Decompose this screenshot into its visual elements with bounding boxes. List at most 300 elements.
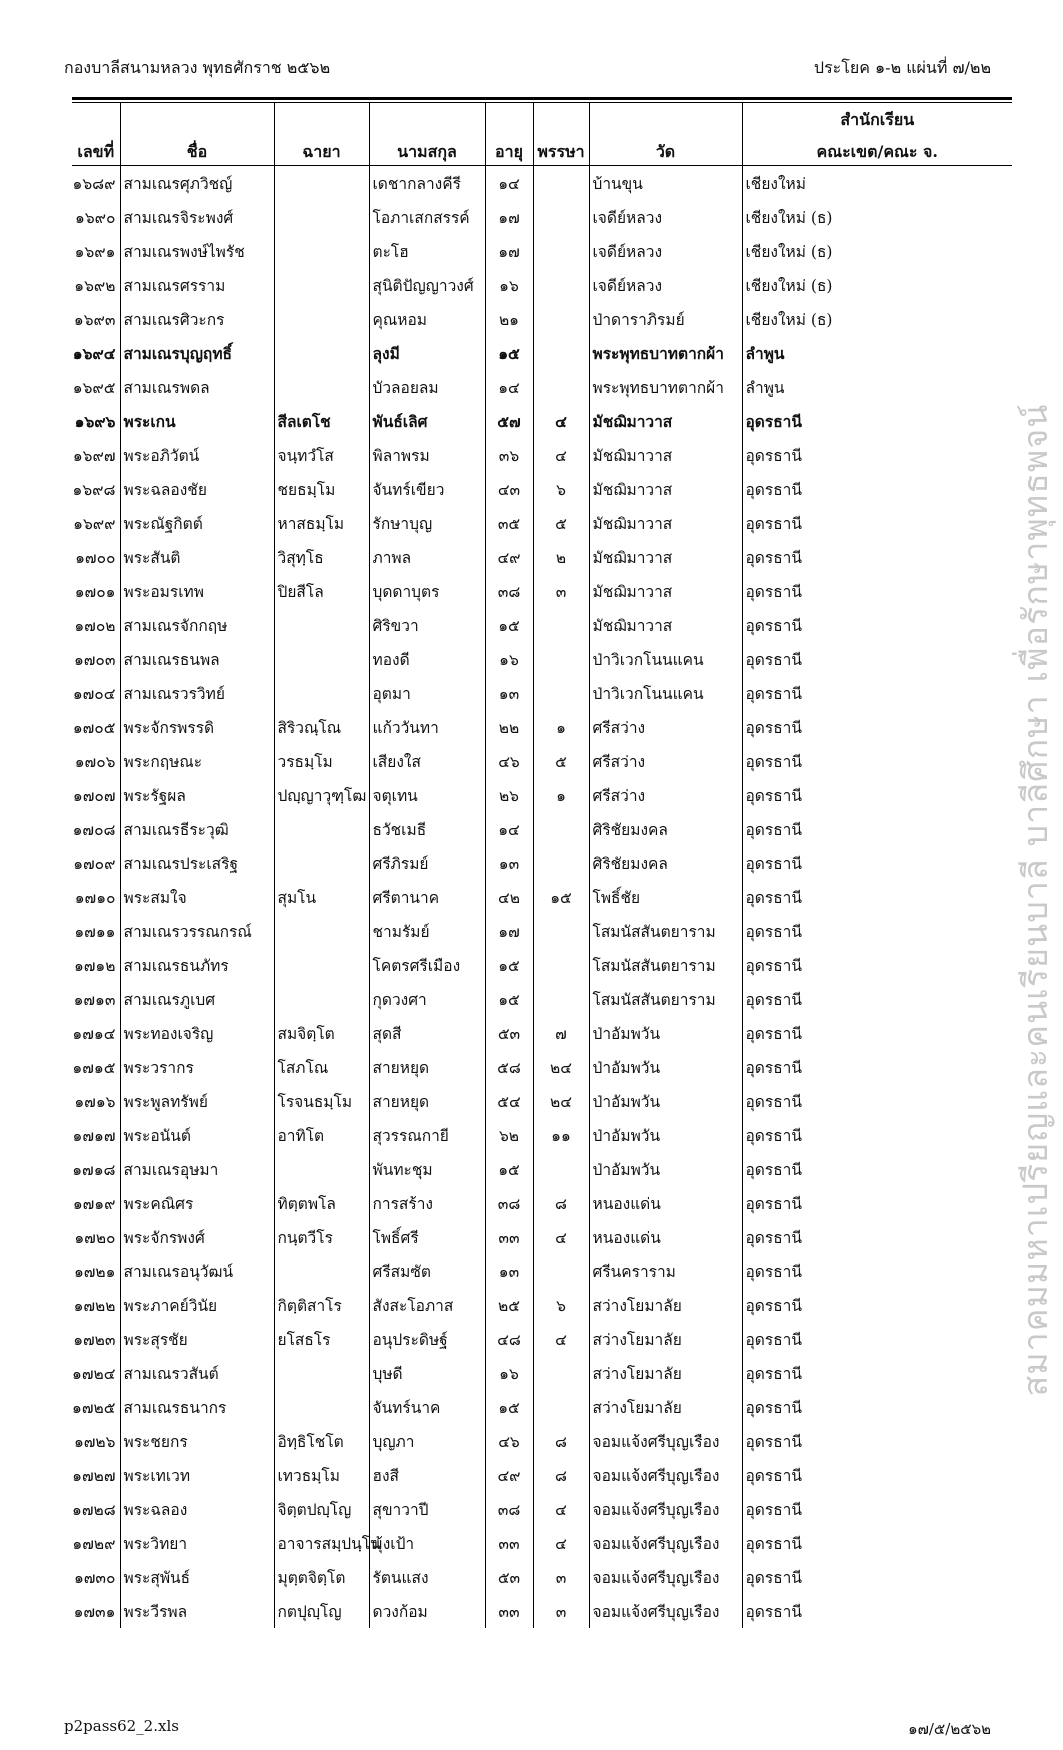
cell-surname: การสร้าง xyxy=(369,1186,485,1220)
cell-name: สามเณรธนพล xyxy=(120,642,274,676)
cell-wat: จอมแจ้งศรีบุญเรือง xyxy=(589,1424,742,1458)
cell-number: ๑๗๐๙ xyxy=(73,854,116,873)
cell-wat: ศิริชัยมงคล xyxy=(589,846,742,880)
cell-surname: ศิริขวา xyxy=(369,608,485,642)
cell-age: ๑๕ xyxy=(485,608,533,642)
cell-pansa: ๗ xyxy=(533,1016,589,1050)
cell-pansa xyxy=(533,1390,589,1424)
cell-chaya xyxy=(274,1254,369,1288)
cell-chaya: ยโสธโร xyxy=(274,1322,369,1356)
cell-number: ๑๗๒๘ xyxy=(72,1500,116,1519)
cell-surname: ชามรัมย์ xyxy=(369,914,485,948)
cell-pansa: ๓ xyxy=(533,1560,589,1594)
cell-name: พระอภิวัตน์ xyxy=(120,438,274,472)
cell-school: อุดรธานี xyxy=(742,880,1012,914)
cell-age: ๑๗ xyxy=(485,234,533,268)
cell-age: ๕๔ xyxy=(485,1084,533,1118)
cell-pansa xyxy=(533,234,589,268)
cell-wat: จอมแจ้งศรีบุญเรือง xyxy=(589,1492,742,1526)
cell-school: อุดรธานี xyxy=(742,1458,1012,1492)
cell-chaya xyxy=(274,642,369,676)
cell-wat: ป่าวิเวกโนนแคน xyxy=(589,642,742,676)
cell-number: ๑๗๓๐ xyxy=(73,1568,116,1587)
cell-age: ๑๗ xyxy=(485,914,533,948)
cell-school: อุดรธานี xyxy=(742,744,1012,778)
cell-surname: บุญภา xyxy=(369,1424,485,1458)
cell-surname: โคตรศรีเมือง xyxy=(369,948,485,982)
cell-age: ๔๖ xyxy=(485,1424,533,1458)
cell-pansa xyxy=(533,914,589,948)
cell-wat: หนองแด่น xyxy=(589,1186,742,1220)
cell-chaya xyxy=(274,914,369,948)
cell-pansa: ๑๑ xyxy=(533,1118,589,1152)
cell-age: ๒๖ xyxy=(485,778,533,812)
cell-number: ๑๗๒๓ xyxy=(73,1330,116,1349)
table-row xyxy=(72,608,1012,642)
cell-chaya: ทิตฺตพโล xyxy=(274,1186,369,1220)
table-row xyxy=(72,540,1012,574)
cell-number: ๑๗๒๔ xyxy=(72,1364,116,1383)
footer-filename: p2pass62_2.xls xyxy=(64,1717,179,1735)
cell-name: พระสันติ xyxy=(120,540,274,574)
cell-school: อุดรธานี xyxy=(742,642,1012,676)
cell-age: ๕๓ xyxy=(485,1560,533,1594)
cell-number: ๑๗๐๗ xyxy=(72,786,116,805)
cell-age: ๓๘ xyxy=(485,1492,533,1526)
cell-surname: อนุประดิษฐ์ xyxy=(369,1322,485,1356)
table-row xyxy=(72,506,1012,540)
cell-number: ๑๗๐๒ xyxy=(74,616,116,635)
cell-age: ๔๒ xyxy=(485,880,533,914)
cell-wat: โสมนัสสันตยาราม xyxy=(589,948,742,982)
cell-surname: ทองดี xyxy=(369,642,485,676)
cell-name: พระอนันต์ xyxy=(120,1118,274,1152)
cell-age: ๔๙ xyxy=(485,540,533,574)
cell-pansa xyxy=(533,1356,589,1390)
cell-pansa xyxy=(533,1254,589,1288)
cell-name: พระฉลองชัย xyxy=(120,472,274,506)
cell-wat: ป่าอัมพวัน xyxy=(589,1118,742,1152)
cell-school: อุดรธานี xyxy=(742,1016,1012,1050)
cell-age: ๑๓ xyxy=(485,1254,533,1288)
cell-school: อุดรธานี xyxy=(742,1390,1012,1424)
cell-school: อุดรธานี xyxy=(742,404,1012,438)
cell-school: อุดรธานี xyxy=(742,1492,1012,1526)
cell-number: ๑๗๐๘ xyxy=(72,820,116,839)
cell-number: ๑๗๒๒ xyxy=(73,1296,116,1315)
cell-wat: เจดีย์หลวง xyxy=(589,234,742,268)
cell-surname: ศรีสมซัต xyxy=(369,1254,485,1288)
cell-wat: ศรีสว่าง xyxy=(589,744,742,778)
cell-pansa: ๑๕ xyxy=(533,880,589,914)
cell-school: อุดรธานี xyxy=(742,1526,1012,1560)
table-row xyxy=(72,812,1012,846)
cell-age: ๖๒ xyxy=(485,1118,533,1152)
cell-age: ๓๕ xyxy=(485,506,533,540)
column-header-number: เลขที่ xyxy=(72,133,120,166)
cell-pansa xyxy=(533,302,589,336)
cell-school: อุดรธานี xyxy=(742,574,1012,608)
cell-wat: เจดีย์หลวง xyxy=(589,268,742,302)
cell-pansa: ๒ xyxy=(533,540,589,574)
cell-surname: จันทร์เขียว xyxy=(369,472,485,506)
results-sheet xyxy=(72,97,1012,1628)
cell-surname: เสียงใส xyxy=(369,744,485,778)
cell-pansa xyxy=(533,642,589,676)
table-row xyxy=(72,200,1012,234)
cell-number: ๑๗๒๕ xyxy=(72,1398,116,1417)
cell-school: อุดรธานี xyxy=(742,1254,1012,1288)
cell-age: ๑๕ xyxy=(485,336,533,370)
cell-age: ๕๗ xyxy=(485,404,533,438)
table-row xyxy=(72,676,1012,710)
cell-number: ๑๗๒๖ xyxy=(73,1432,116,1451)
table-row xyxy=(72,574,1012,608)
cell-school: อุดรธานี xyxy=(742,710,1012,744)
cell-school: อุดรธานี xyxy=(742,778,1012,812)
cell-chaya xyxy=(274,268,369,302)
cell-number: ๑๖๙๒ xyxy=(74,276,116,295)
table-row xyxy=(72,1186,1012,1220)
cell-number: ๑๗๑๖ xyxy=(74,1092,116,1111)
cell-surname: พันทะชุม xyxy=(369,1152,485,1186)
cell-pansa: ๓ xyxy=(533,1594,589,1628)
cell-age: ๑๔ xyxy=(485,166,533,201)
cell-number: ๑๖๙๕ xyxy=(72,378,116,397)
cell-surname: โพธิ์ศรี xyxy=(369,1220,485,1254)
cell-school: อุดรธานี xyxy=(742,812,1012,846)
cell-school: เชียงใหม่ (ธ) xyxy=(742,268,1012,302)
cell-chaya xyxy=(274,1152,369,1186)
cell-age: ๕๘ xyxy=(485,1050,533,1084)
cell-surname: แก้ววันทา xyxy=(369,710,485,744)
cell-name: สามเณรประเสริฐ xyxy=(120,846,274,880)
cell-age: ๑๔ xyxy=(485,812,533,846)
cell-number: ๑๗๑๔ xyxy=(72,1024,116,1043)
cell-pansa: ๘ xyxy=(533,1458,589,1492)
cell-chaya: มุตฺตจิตฺโต xyxy=(274,1560,369,1594)
cell-name: สามเณรธนากร xyxy=(120,1390,274,1424)
cell-wat: ศรีสว่าง xyxy=(589,778,742,812)
cell-number: ๑๖๘๙ xyxy=(72,174,116,193)
cell-wat: จอมแจ้งศรีบุญเรือง xyxy=(589,1560,742,1594)
cell-chaya: สีลเตโช xyxy=(274,404,369,438)
cell-age: ๓๓ xyxy=(485,1594,533,1628)
cell-school: อุดรธานี xyxy=(742,948,1012,982)
cell-age: ๓๘ xyxy=(485,1186,533,1220)
cell-name: พระเทเวท xyxy=(120,1458,274,1492)
cell-chaya xyxy=(274,812,369,846)
cell-age: ๑๖ xyxy=(485,268,533,302)
cell-surname: สุขาวาปี xyxy=(369,1492,485,1526)
cell-name: พระวิทยา xyxy=(120,1526,274,1560)
cell-chaya xyxy=(274,1390,369,1424)
cell-name: พระฉลอง xyxy=(120,1492,274,1526)
cell-number: ๑๗๑๗ xyxy=(72,1126,116,1145)
cell-chaya xyxy=(274,608,369,642)
cell-number: ๑๖๙๙ xyxy=(73,514,116,533)
cell-chaya xyxy=(274,846,369,880)
page-header-right: ประโยค ๑-๒ แผ่นที่ ๗/๒๒ xyxy=(813,58,991,77)
header-cell-blank xyxy=(589,103,742,133)
cell-chaya: ปญฺญาวุฑฺโฒ xyxy=(274,778,369,812)
table-row xyxy=(72,404,1012,438)
cell-wat: มัชฌิมาวาส xyxy=(589,608,742,642)
cell-name: พระทองเจริญ xyxy=(120,1016,274,1050)
cell-school: เชียงใหม่ (ธ) xyxy=(742,234,1012,268)
cell-number: ๑๗๑๕ xyxy=(72,1058,116,1077)
table-row xyxy=(72,1458,1012,1492)
cell-pansa xyxy=(533,268,589,302)
cell-surname: ภาพล xyxy=(369,540,485,574)
cell-pansa: ๖ xyxy=(533,472,589,506)
cell-name: สามเณรพงษ์ไพรัช xyxy=(120,234,274,268)
cell-age: ๒๕ xyxy=(485,1288,533,1322)
cell-age: ๑๔ xyxy=(485,370,533,404)
cell-wat: ศรีสว่าง xyxy=(589,710,742,744)
cell-chaya: อาจารสมฺปนฺโน xyxy=(274,1526,369,1560)
cell-pansa xyxy=(533,370,589,404)
cell-name: พระวีรพล xyxy=(120,1594,274,1628)
cell-pansa: ๔ xyxy=(533,404,589,438)
cell-chaya: กิตฺติสาโร xyxy=(274,1288,369,1322)
table-row xyxy=(72,744,1012,778)
cell-pansa: ๘ xyxy=(533,1424,589,1458)
cell-surname: อุตมา xyxy=(369,676,485,710)
cell-age: ๑๓ xyxy=(485,676,533,710)
cell-school: อุดรธานี xyxy=(742,540,1012,574)
results-table xyxy=(72,103,1012,1628)
cell-chaya: โสภโณ xyxy=(274,1050,369,1084)
cell-pansa xyxy=(533,676,589,710)
header-cell-blank xyxy=(72,103,120,133)
table-row xyxy=(72,1050,1012,1084)
cell-number: ๑๗๑๒ xyxy=(73,956,116,975)
cell-surname: สายหยุด xyxy=(369,1084,485,1118)
cell-number: ๑๗๑๐ xyxy=(74,888,116,907)
cell-wat: จอมแจ้งศรีบุญเรือง xyxy=(589,1594,742,1628)
column-header-age: อายุ xyxy=(485,133,533,166)
cell-surname: พิลาพรม xyxy=(369,438,485,472)
cell-age: ๑๕ xyxy=(485,948,533,982)
cell-name: พระพูลทรัพย์ xyxy=(120,1084,274,1118)
cell-surname: รักษาบุญ xyxy=(369,506,485,540)
cell-number: ๑๗๒๑ xyxy=(73,1262,116,1281)
cell-number: ๑๖๙๑ xyxy=(74,242,116,261)
cell-pansa: ๔ xyxy=(533,1220,589,1254)
cell-name: สามเณรบุญฤทธิ์ xyxy=(120,336,274,370)
cell-school: อุดรธานี xyxy=(742,982,1012,1016)
cell-age: ๒๑ xyxy=(485,302,533,336)
cell-chaya xyxy=(274,302,369,336)
cell-school: อุดรธานี xyxy=(742,914,1012,948)
cell-name: สามเณรวรรณกรณ์ xyxy=(120,914,274,948)
column-header-name: ชื่อ xyxy=(120,133,274,166)
header-cell-blank xyxy=(369,103,485,133)
table-row xyxy=(72,438,1012,472)
cell-school: ลำพูน xyxy=(742,336,1012,370)
table-row xyxy=(72,336,1012,370)
cell-school: อุดรธานี xyxy=(742,846,1012,880)
cell-name: สามเณรธีระวุฒิ xyxy=(120,812,274,846)
table-row xyxy=(72,1560,1012,1594)
cell-wat: ป่าอัมพวัน xyxy=(589,1084,742,1118)
cell-wat: มัชฌิมาวาส xyxy=(589,438,742,472)
cell-name: พระกฤษณะ xyxy=(120,744,274,778)
cell-name: สามเณรจิระพงศ์ xyxy=(120,200,274,234)
cell-pansa xyxy=(533,200,589,234)
cell-pansa: ๖ xyxy=(533,1288,589,1322)
cell-wat: มัชฌิมาวาส xyxy=(589,574,742,608)
table-row xyxy=(72,778,1012,812)
cell-name: สามเณรพดล xyxy=(120,370,274,404)
table-row xyxy=(72,1594,1012,1628)
cell-name: สามเณรจักกฤษ xyxy=(120,608,274,642)
cell-wat: โสมนัสสันตยาราม xyxy=(589,982,742,1016)
table-row xyxy=(72,1390,1012,1424)
cell-wat: ป่าดาราภิรมย์ xyxy=(589,302,742,336)
cell-name: พระรัฐผล xyxy=(120,778,274,812)
cell-chaya: โรจนธมฺโม xyxy=(274,1084,369,1118)
cell-number: ๑๖๙๘ xyxy=(72,480,116,499)
cell-school: อุดรธานี xyxy=(742,506,1012,540)
cell-chaya: อาทิโต xyxy=(274,1118,369,1152)
cell-pansa: ๔ xyxy=(533,1322,589,1356)
cell-chaya: วรธมฺโม xyxy=(274,744,369,778)
cell-surname: สุดสี xyxy=(369,1016,485,1050)
table-row xyxy=(72,1322,1012,1356)
table-row xyxy=(72,948,1012,982)
cell-wat: พระพุทธบาทตากผ้า xyxy=(589,336,742,370)
cell-age: ๔๓ xyxy=(485,472,533,506)
cell-school: เชียงใหม่ (ธ) xyxy=(742,200,1012,234)
cell-name: สามเณรภูเบศ xyxy=(120,982,274,1016)
cell-surname: พันธ์เลิศ xyxy=(369,404,485,438)
cell-number: ๑๗๐๔ xyxy=(72,684,116,703)
watermark-text: สมาคมมหาเปรียญและคนเรียนบาลี บาลีศึกษา เพื่อรักษาพุทธพจน์ xyxy=(1016,403,1056,1397)
table-row xyxy=(72,1016,1012,1050)
cell-pansa: ๓ xyxy=(533,574,589,608)
cell-name: พระสุรชัย xyxy=(120,1322,274,1356)
cell-chaya: จิตฺตปญฺโญ xyxy=(274,1492,369,1526)
cell-number: ๑๗๑๓ xyxy=(73,990,116,1009)
cell-chaya: ชยธมฺโม xyxy=(274,472,369,506)
cell-surname: โอภาเสกสรรค์ xyxy=(369,200,485,234)
header-cell-blank xyxy=(274,103,369,133)
cell-name: พระชยกร xyxy=(120,1424,274,1458)
column-header-chaya: ฉายา xyxy=(274,133,369,166)
cell-number: ๑๗๐๐ xyxy=(75,548,116,567)
cell-pansa xyxy=(533,166,589,201)
cell-number: ๑๗๑๘ xyxy=(72,1160,116,1179)
table-row xyxy=(72,370,1012,404)
cell-age: ๑๕ xyxy=(485,1152,533,1186)
cell-chaya xyxy=(274,1356,369,1390)
cell-school: อุดรธานี xyxy=(742,472,1012,506)
cell-wat: ป่าวิเวกโนนแคน xyxy=(589,676,742,710)
cell-name: พระจักรพรรดิ xyxy=(120,710,274,744)
table-row xyxy=(72,1424,1012,1458)
cell-pansa: ๒๔ xyxy=(533,1050,589,1084)
cell-pansa: ๕ xyxy=(533,506,589,540)
cell-wat: มัชฌิมาวาส xyxy=(589,404,742,438)
cell-surname: สังสะโอภาส xyxy=(369,1288,485,1322)
cell-chaya: สิริวณฺโณ xyxy=(274,710,369,744)
cell-name: พระภาคย์วินัย xyxy=(120,1288,274,1322)
cell-wat: ศรีนคราราม xyxy=(589,1254,742,1288)
cell-surname: มุ้งเป้า xyxy=(369,1526,485,1560)
cell-school: อุดรธานี xyxy=(742,1084,1012,1118)
cell-pansa xyxy=(533,982,589,1016)
cell-wat: ป่าอัมพวัน xyxy=(589,1152,742,1186)
cell-chaya xyxy=(274,982,369,1016)
cell-school: อุดรธานี xyxy=(742,1424,1012,1458)
cell-pansa xyxy=(533,948,589,982)
table-row xyxy=(72,982,1012,1016)
cell-pansa xyxy=(533,1152,589,1186)
cell-chaya: อิทฺธิโชโต xyxy=(274,1424,369,1458)
table-row xyxy=(72,710,1012,744)
cell-surname: คุณหอม xyxy=(369,302,485,336)
cell-wat: มัชฌิมาวาส xyxy=(589,506,742,540)
cell-surname: รัตนแสง xyxy=(369,1560,485,1594)
cell-name: สามเณรศรราม xyxy=(120,268,274,302)
cell-number: ๑๖๙๔ xyxy=(72,343,116,363)
cell-number: ๑๗๒๗ xyxy=(72,1466,116,1485)
cell-number: ๑๖๙๓ xyxy=(73,310,116,329)
footer-date: ๑๗/๕/๒๕๖๒ xyxy=(908,1720,991,1738)
cell-chaya xyxy=(274,200,369,234)
table-row xyxy=(72,1254,1012,1288)
cell-surname: ฮงสี xyxy=(369,1458,485,1492)
table-row xyxy=(72,234,1012,268)
cell-number: ๑๖๙๗ xyxy=(72,446,116,465)
cell-age: ๓๓ xyxy=(485,1220,533,1254)
cell-chaya: เทวธมฺโม xyxy=(274,1458,369,1492)
cell-school: อุดรธานี xyxy=(742,1288,1012,1322)
cell-number: ๑๗๐๑ xyxy=(74,582,116,601)
column-header-school: สำนักเรียน xyxy=(742,103,1012,133)
cell-name: สามเณรศุภวิชญ์ xyxy=(120,166,274,201)
cell-name: พระสมใจ xyxy=(120,880,274,914)
cell-chaya xyxy=(274,234,369,268)
cell-chaya: จนฺทวํโส xyxy=(274,438,369,472)
table-row xyxy=(72,1526,1012,1560)
cell-age: ๑๖ xyxy=(485,642,533,676)
column-header-surname: นามสกุล xyxy=(369,133,485,166)
cell-name: สามเณรศิวะกร xyxy=(120,302,274,336)
cell-pansa xyxy=(533,608,589,642)
cell-surname: ลุงมี xyxy=(369,336,485,370)
cell-number: ๑๖๙๐ xyxy=(75,208,116,227)
cell-pansa: ๒๔ xyxy=(533,1084,589,1118)
cell-school: อุดรธานี xyxy=(742,1186,1012,1220)
cell-age: ๔๘ xyxy=(485,1322,533,1356)
cell-surname: สุนิติปัญญาวงศ์ xyxy=(369,268,485,302)
cell-wat: เจดีย์หลวง xyxy=(589,200,742,234)
cell-age: ๔๙ xyxy=(485,1458,533,1492)
cell-school: อุดรธานี xyxy=(742,1322,1012,1356)
cell-school: อุดรธานี xyxy=(742,608,1012,642)
cell-chaya: สมจิตฺโต xyxy=(274,1016,369,1050)
cell-school: อุดรธานี xyxy=(742,1118,1012,1152)
header-cell-blank xyxy=(485,103,533,133)
cell-number: ๑๗๐๖ xyxy=(74,752,116,771)
table-row xyxy=(72,1356,1012,1390)
cell-pansa xyxy=(533,846,589,880)
table-row xyxy=(72,1084,1012,1118)
table-row xyxy=(72,1118,1012,1152)
